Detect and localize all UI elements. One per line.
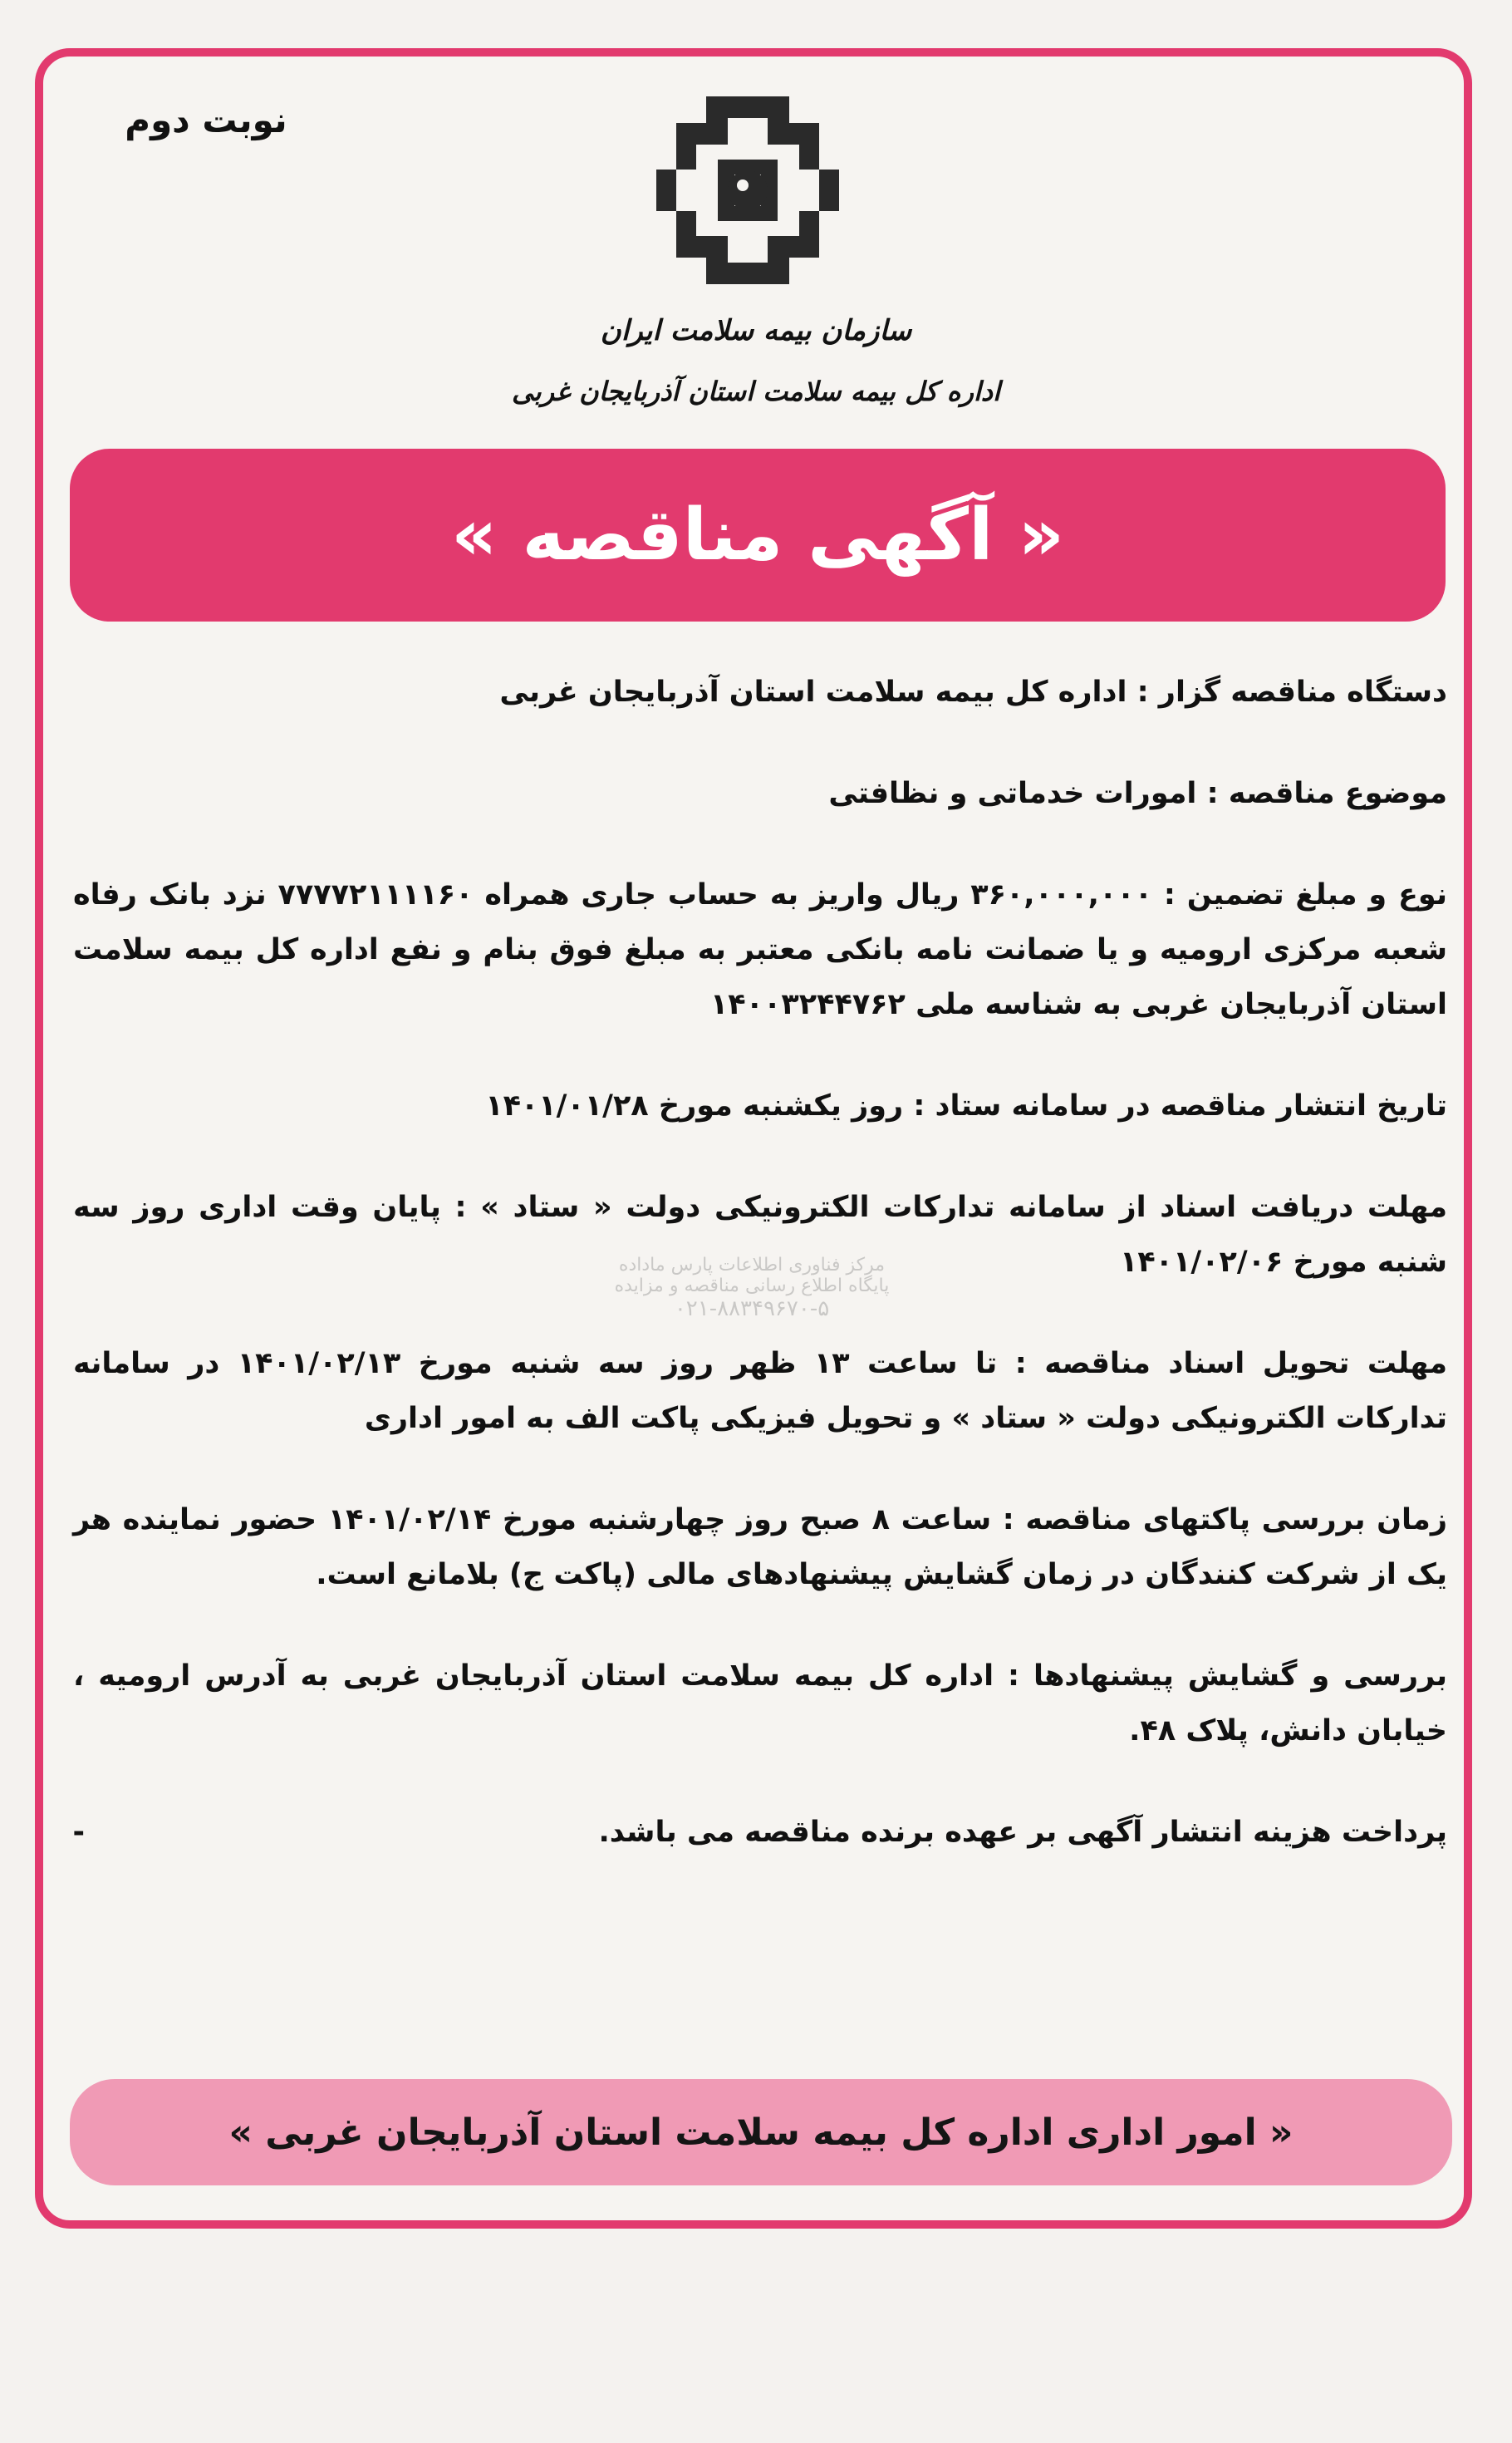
guarantee-details: نوع و مبلغ تضمین : ۳۶۰,۰۰۰,۰۰۰ ریال واریز به حساب جاری همراه ۷۷۷۷۲۱۱۱۱۶۰ نزد بانک رفاه شعبه مرکزی ارومیه و یا ضمانت نامه بانکی معتبر به مبلغ فوق بنام و نفع اداره کل بیمه سلامت استان آذربایجان غربی به شناسه ملی ۱۴۰۰۳۲۴۴۷۶۲: [73, 878, 1447, 1021]
footer-text: « امور اداری اداره کل بیمه سلامت استان آذربایجان غربی »: [228, 2111, 1294, 2154]
publication-cost-note: [73, 1805, 1447, 1860]
publication-round: نوبت دوم: [125, 100, 287, 140]
watermark-line-1: مرکز فناوری اطلاعات پارس ماداده: [618, 1255, 886, 1276]
document-receipt-deadline: مهلت دریافت اسناد از سامانه تدارکات الکترونیکی دولت « ستاد » : پایان وقت اداری روز سه شنبه مورخ ۱۴۰۱/۰۲/۰۶: [73, 1191, 1447, 1279]
watermark-phone: ۰۲۱-۸۸۳۴۹۶۷۰-۵: [674, 1296, 830, 1321]
organization-name: سازمان بیمه سلامت ایران: [600, 314, 912, 347]
insurance-logo-icon: [656, 90, 839, 291]
title-banner: [70, 449, 1446, 622]
bullet-dash: -: [72, 1816, 85, 1849]
publication-cost-text: پرداخت هزینه انتشار آگهی بر عهده برنده مناقصه می باشد.: [598, 1816, 1447, 1849]
department-name: اداره کل بیمه سلامت استان آذربایجان غربی: [512, 376, 1000, 407]
proposal-opening: بررسی و گشایش پیشنهادها : اداره کل بیمه سلامت استان آذربایجان غربی به آدرس ارومیه ، خیابان دانش، پلاک ۴۸.: [73, 1659, 1447, 1747]
ad-body: [73, 665, 1447, 1906]
envelope-review-time: زمان بررسی پاکتهای مناقصه : ساعت ۸ صبح روز چهارشنبه مورخ ۱۴۰۱/۰۲/۱۴ حضور نماینده هر یک از شرکت کنندگان در زمان گشایش پیشنهادهای مالی (پاکت ج) بلامانع است.: [73, 1503, 1447, 1591]
watermark-line-2: پایگاه اطلاع رسانی مناقصه و مزایده: [614, 1276, 890, 1296]
tender-subject: موضوع مناقصه : امورات خدماتی و نظافتی: [828, 777, 1447, 810]
publication-date: تاریخ انتشار مناقصه در سامانه ستاد : روز یکشنبه مورخ ۱۴۰۱/۰۱/۲۸: [485, 1089, 1447, 1123]
ad-title: « آگهی مناقصه »: [450, 494, 1065, 577]
tender-organizer: دستگاه مناقصه گزار : اداره کل بیمه سلامت استان آذربایجان غربی: [499, 676, 1447, 709]
document-submission-deadline: مهلت تحویل اسناد مناقصه : تا ساعت ۱۳ ظهر روز سه شنبه مورخ ۱۴۰۱/۰۲/۱۳ در سامانه تدارکات الکترونیکی دولت « ستاد » و تحویل فیزیکی پاکت الف به امور اداری: [73, 1347, 1447, 1435]
footer-banner: [70, 2079, 1452, 2185]
